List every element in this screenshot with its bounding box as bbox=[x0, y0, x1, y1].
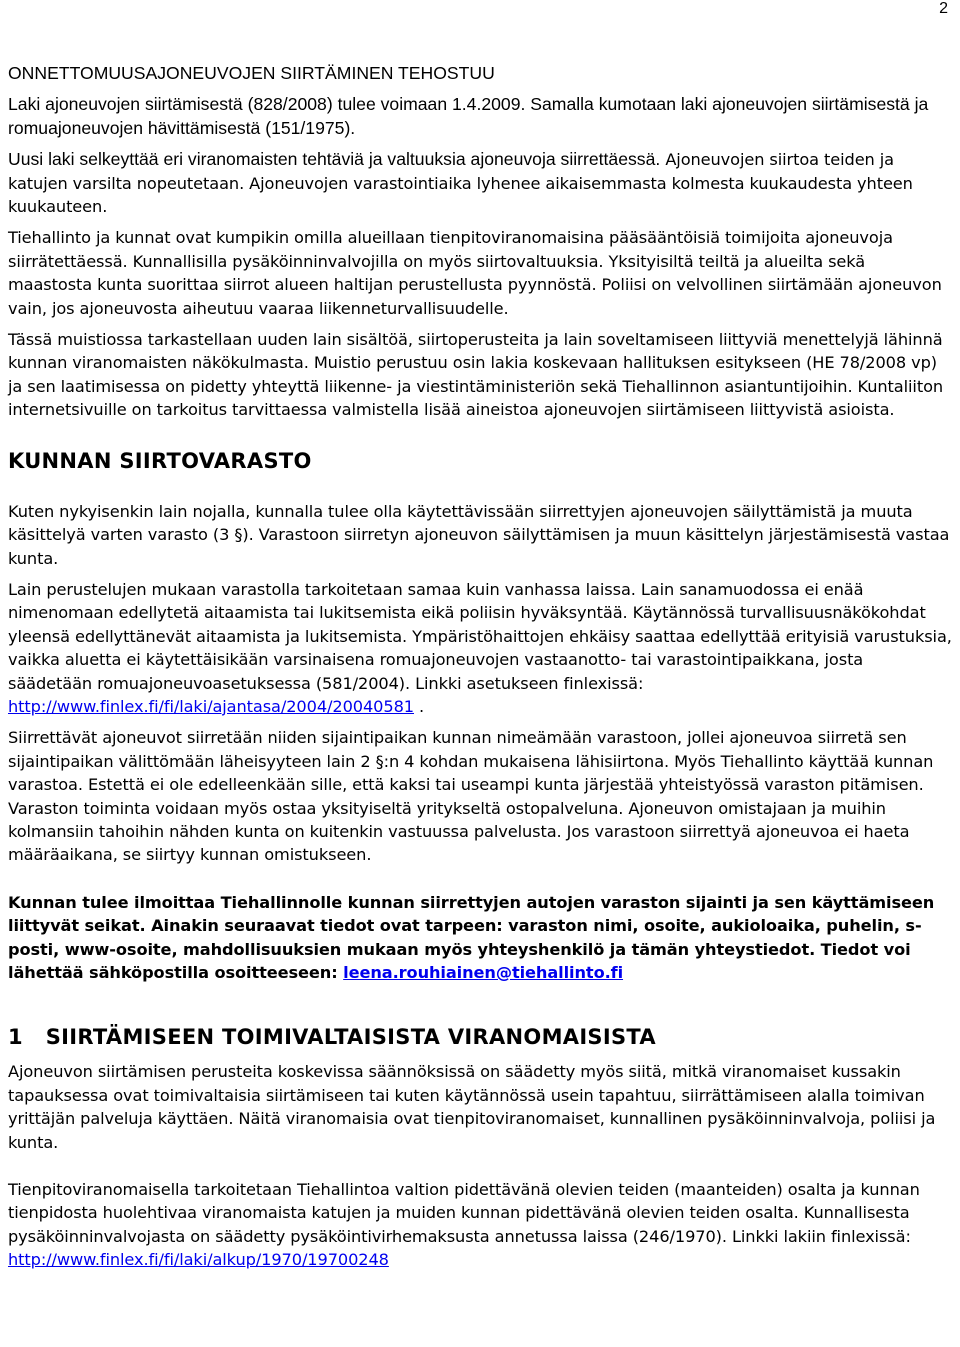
kunnan-paragraph-1: Kuten nykyisenkin lain nojalla, kunnalla tulee olla käytettävissään siirrettyjen ajoneuvojen säilyttämistä ja muuta käsittelyä varten varasto (3 §). Varastoon siirretyn ajoneuvon säilyttämisen ja muun käsittelyn järjestämisestä vastaa kunta. bbox=[8, 501, 950, 568]
finlex-laki-link[interactable]: http://www.finlex.fi/fi/laki/alkup/1970/19700248 bbox=[8, 1250, 389, 1270]
section1-paragraph-2 bbox=[8, 1178, 952, 1272]
kunnan-paragraph-2-text: Lain perustelujen mukaan varastolla tarkoitetaan samaa kuin vanhassa laissa. Lain sanamuodossa ei enää nimenomaan edellytetä aitaamista tai lukitsemista eikä poliisin hyväksyntää. Käytännössä turvallisuusnäkökohdat yleensä edellyttänevät aitaamista ja lukitsemista. Ympäristöhaittojen ehkäisy saattaa edellyttää erityisiä varustuksia, vaikka aluetta ei käytettäisikään varsinaisena romuajoneuvojen vastaanotto- tai varastointipaikkana, josta säädetään romuajoneuvoasetuksessa (581/2004). Linkki asetukseen finlexissä: bbox=[8, 579, 952, 693]
section1-paragraph-2-text: Tienpitoviranomaisella tarkoitetaan Tiehallintoa valtion pidettävänä olevien teiden (maanteiden) osalta ja kunnan tienpidosta huolehtivaa viranomaista katujen ja muiden kunnan pidettävänä olevien teiden osalta. Kunnallisesta pysäköinninvalvojasta on säädetty pysäköintivirhemaksusta annetussa laissa (246/1970). Linkki lakiin finlexissä: bbox=[8, 1180, 920, 1246]
section1-paragraph-1: Ajoneuvon siirtämisen perusteita koskevissa säännöksissä on säädetty myös siitä, mitkä viranomaiset kussakin tapauksessa ovat toimivaltaisia siirtämiseen tai kuten käytännössä usein tapahtuu, siirrättämiseen alalla toimivan yrittäjän palveluja käyttäen. Näitä viranomaisia ovat tienpitoviranomaiset, kunnallinen pysäköinninvalvoja, poliisi ja kunta. bbox=[8, 1062, 936, 1152]
kunnan-paragraph-4 bbox=[8, 891, 952, 985]
kunnan-paragraph-4-text: Kunnan tulee ilmoittaa Tiehallinnolle kunnan siirrettyjen autojen varaston sijainti ja sen käyttämiseen liittyvät seikat. Ainakin seuraavat tiedot ovat tarpeen: varaston nimi, osoite, aukioloaika, puhelin, s-posti, www-osoite, mahdollisuuksien mukaan myös yhteyshenkilö ja tämän yhteystiedot. Tiedot voi lähettää sähköpostilla osoitteeseen: bbox=[8, 892, 935, 982]
intro-paragraph-1: Laki ajoneuvojen siirtämisestä (828/2008) tulee voimaan 1.4.2009. Samalla kumotaan laki ajoneuvojen siirtämisestä ja romuajoneuvojen hävittämisestä (151/1975). bbox=[8, 94, 929, 138]
heading-kunnan-siirtovarasto: KUNNAN SIIRTOVARASTO bbox=[8, 448, 312, 473]
kunnan-paragraph-3: Siirrettävät ajoneuvot siirretään niiden sijaintipaikan kunnan nimeämään varastoon, jollei ajoneuvoa siirretä sen sijaintipaikan välittömään läheisyyteen lain 2 §:n 4 kohdan mukaisena lähisiirtona. Myös Tiehallinto käyttää kunnan varastoa. Estettä ei ole edelleenkään sille, että kaksi tai useampi kunta järjestää yhteistyössä varaston pitämisen. Varaston toiminta voidaan myös ostaa yksityiseltä yritykseltä ostopalveluna. Ajoneuvon omistajaan ja muihin kolmansiin tahoihin nähden kunta on kuitenkin vastuussa palvelusta. Jos varastoon siirrettyä ajoneuvoa ei haeta määräaikana, se siirtyy kunnan omistukseen. bbox=[8, 728, 934, 865]
document-title: ONNETTOMUUSAJONEUVOJEN SIIRTÄMINEN TEHOSTUU bbox=[8, 63, 495, 83]
finlex-asetus-link[interactable]: http://www.finlex.fi/fi/laki/ajantasa/2004/20040581 bbox=[8, 696, 414, 716]
heading-section-1: 1 SIIRTÄMISEEN TOIMIVALTAISISTA VIRANOMAISISTA bbox=[8, 1025, 656, 1050]
intro-paragraph-3: Tiehallinto ja kunnat ovat kumpikin omilla alueillaan tienpitoviranomaisina pääsääntöisiä toimijoita ajoneuvoja siirrätettäessä. Kunnallisilla pysäköinninvalvojilla on myös siirtovaltuuksia. Yksityisiltä teiltä ja alueilta sekä maastosta kunta suorittaa siirrot alueen haltijan perustellusta pyynnöstä. Poliisi on velvollinen siirtämään ajoneuvon vain, jos ajoneuvosta aiheutuu vaaraa liikenneturvallisuudelle. bbox=[8, 228, 942, 318]
kunnan-paragraph-2-end: . bbox=[413, 696, 425, 716]
intro-paragraph-2-rest: Ajoneuvojen siirtoa teiden ja katujen varsilta nopeutetaan. Ajoneuvojen varastointiaika lyhenee aikaisemmasta kolmesta kuukaudesta yhteen kuukauteen. bbox=[8, 150, 913, 217]
kunnan-paragraph-2 bbox=[8, 578, 952, 718]
intro-paragraph-2 bbox=[8, 148, 952, 218]
intro-paragraph-2-lead: Uusi laki selkeyttää eri viranomaisten tehtäviä ja valtuuksia ajoneuvoja siirrettäessä. bbox=[8, 149, 661, 170]
intro-paragraph-4: Tässä muistiossa tarkastellaan uuden lain sisältöä, siirtoperusteita ja lain soveltamiseen liittyviä menettelyjä lähinnä kunnan viranomaisten näkökulmasta. Muistio perustuu osin lakia koskevaan hallituksen esitykseen (HE 78/2008 vp) ja sen laatimisessa on pidetty yhteyttä liikenne- ja viestintäministeriön sekä Tiehallinnon asiantuntijoihin. Kuntaliiton internetsivuille on tarkoitus tarvittaessa valmistella lisää aineistoa ajoneuvojen siirtämiseen liittyvistä asioista. bbox=[8, 330, 944, 420]
email-link[interactable]: leena.rouhiainen@tiehallinto.fi bbox=[343, 963, 624, 982]
page-number: 2 bbox=[939, 0, 948, 17]
document-body bbox=[8, 62, 952, 1272]
